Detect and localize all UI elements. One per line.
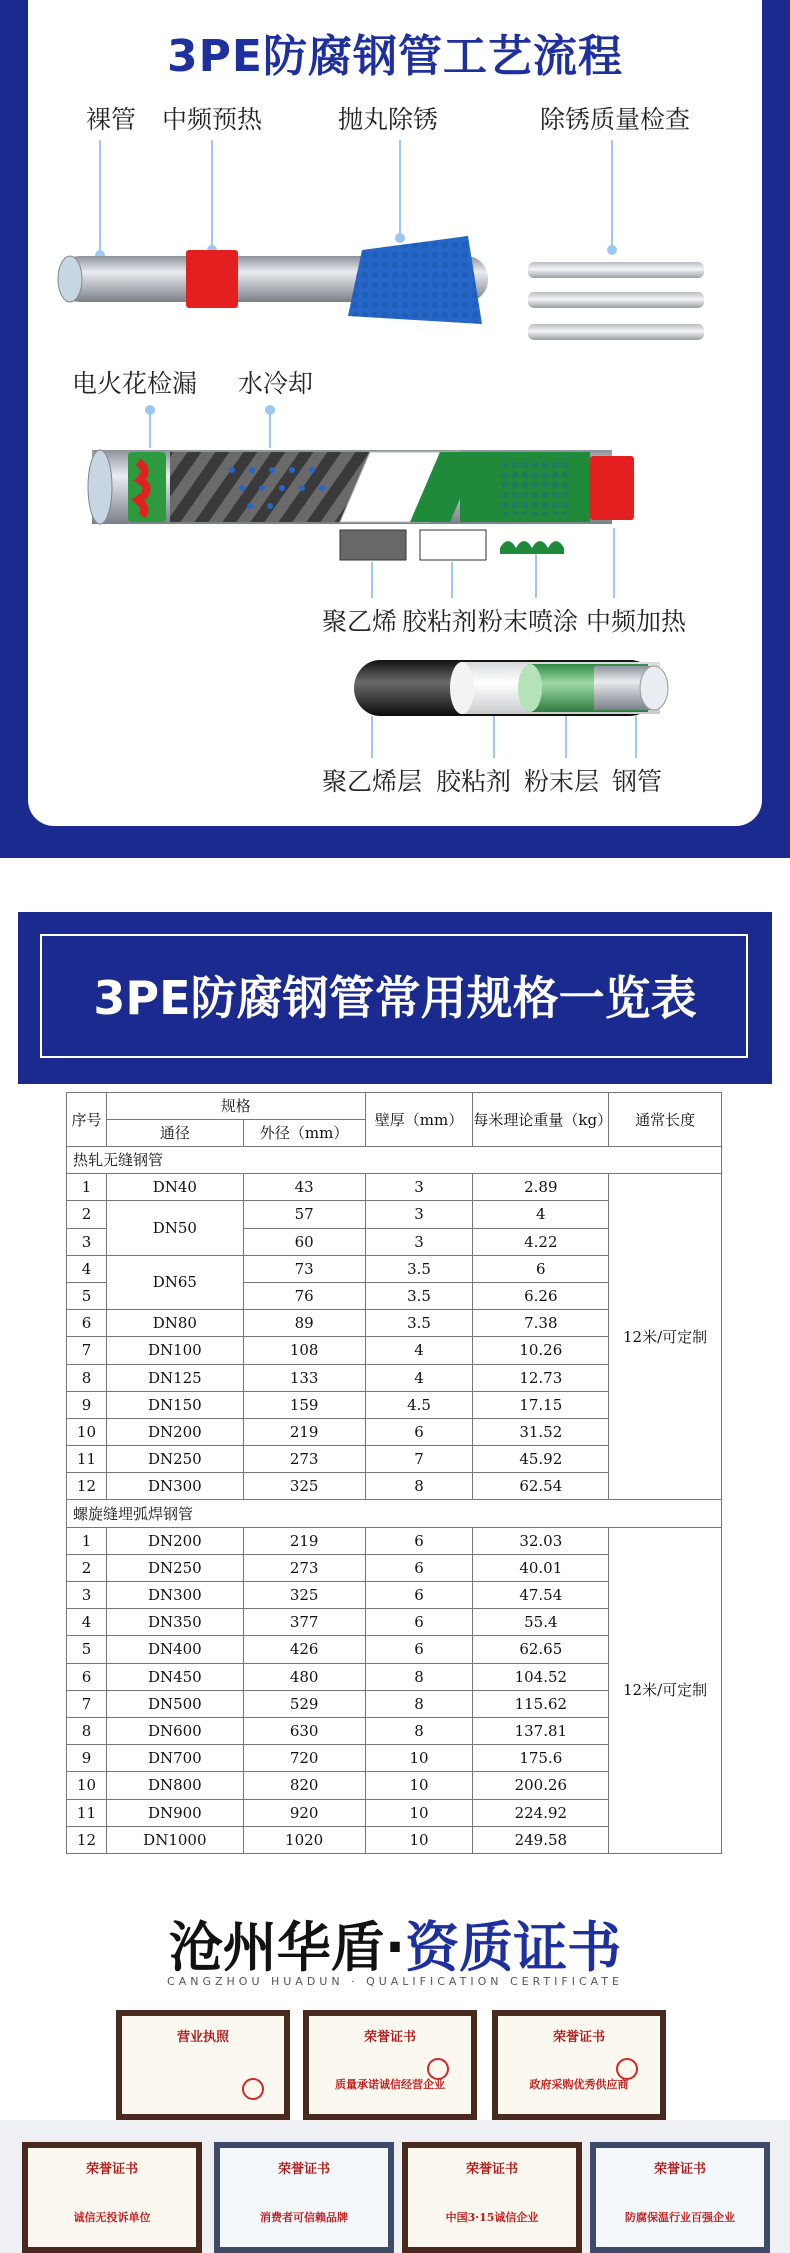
cell-wall: 7 [365,1446,473,1473]
cell-weight: 31.52 [473,1418,609,1445]
cell-seq: 4 [67,1255,107,1282]
layered-pipe-icon [354,660,668,716]
cell-seq: 5 [67,1636,107,1663]
cell-nominal: DN50 [106,1201,243,1255]
cell-od: 480 [243,1663,365,1690]
cell-seq: 3 [67,1228,107,1255]
cell-wall: 6 [365,1609,473,1636]
cell-od: 73 [243,1255,365,1282]
cell-weight: 10.26 [473,1337,609,1364]
cell-od: 57 [243,1201,365,1228]
cert-trusted-brand [214,2142,394,2253]
seal-icon [616,2058,638,2080]
cert-title-text: 荣誉证书 [363,2030,416,2045]
cell-weight: 6 [473,1255,609,1282]
cell-wall: 8 [365,1663,473,1690]
cell-weight: 55.4 [473,1609,609,1636]
preheat-coil-icon [186,250,238,308]
cell-wall: 10 [365,1772,473,1799]
table-row [67,1174,722,1201]
cell-weight: 175.6 [473,1745,609,1772]
cert-slogan: 消费者可信赖品牌 [260,2211,348,2224]
cell-wall: 4.5 [365,1391,473,1418]
cell-od: 720 [243,1745,365,1772]
cell-length: 12米/可定制 [609,1174,722,1500]
cell-od: 89 [243,1310,365,1337]
cell-od: 325 [243,1473,365,1500]
cert-title-company: 沧州华盾 [168,1916,385,1979]
cell-od: 43 [243,1174,365,1201]
group-row [67,1500,722,1527]
coating-line-icon [88,450,634,524]
cell-nominal: DN65 [106,1255,243,1309]
cert-title-dot: · [384,1916,406,1979]
cell-seq: 6 [67,1663,107,1690]
cert-slogan: 防腐保温行业百强企业 [625,2211,735,2224]
cell-nominal: DN250 [106,1446,243,1473]
cell-seq: 11 [67,1799,107,1826]
cert-slogan: 政府采购优秀供应商 [529,2078,629,2091]
cell-od: 76 [243,1282,365,1309]
cell-nominal: DN100 [106,1337,243,1364]
group-title: 热轧无缝钢管 [67,1147,722,1174]
header-length: 通常长度 [609,1093,722,1147]
label-mf-heating: 中频加热 [586,607,687,636]
group-row [67,1147,722,1174]
cert-title-text: 荣誉证书 [277,2162,330,2177]
spec-title: 3PE防腐钢管常用规格一览表 [93,971,697,1025]
cell-seq: 4 [67,1609,107,1636]
cell-od: 630 [243,1717,365,1744]
cell-weight: 62.65 [473,1636,609,1663]
cert-title-highlight: 资质证书 [405,1916,622,1979]
cell-nominal: DN700 [106,1745,243,1772]
cell-weight: 4 [473,1201,609,1228]
label-powder-spray: 粉末喷涂 [478,607,579,636]
header-wall: 壁厚（mm） [365,1093,473,1147]
cert-title-text: 荣誉证书 [552,2030,605,2045]
header-spec: 规格 [106,1093,365,1120]
cert-gov-supplier [492,2010,666,2120]
cell-weight: 7.38 [473,1310,609,1337]
cell-nominal: DN600 [106,1717,243,1744]
cell-nominal: DN80 [106,1310,243,1337]
cell-seq: 6 [67,1310,107,1337]
cell-seq: 12 [67,1473,107,1500]
cell-seq: 7 [67,1337,107,1364]
cell-wall: 10 [365,1745,473,1772]
seal-icon [427,2058,449,2080]
cell-seq: 12 [67,1826,107,1853]
clean-pipes-icon [528,262,704,340]
cell-nominal: DN200 [106,1527,243,1554]
process-title: 3PE防腐钢管工艺流程 [167,31,623,82]
cell-wall: 3 [365,1228,473,1255]
cert-subtitle: CANGZHOU HUADUN · QUALIFICATION CERTIFICATE [167,1975,623,1988]
cell-weight: 62.54 [473,1473,609,1500]
label-mf-preheat: 中频预热 [162,105,263,134]
powder-icon [500,541,564,554]
cell-nominal: DN125 [106,1364,243,1391]
label-adhesive-layer: 胶粘剂 [436,767,512,796]
cell-seq: 5 [67,1282,107,1309]
cert-no-complaint [22,2142,202,2253]
cell-weight: 224.92 [473,1799,609,1826]
cell-od: 219 [243,1418,365,1445]
cell-wall: 8 [365,1690,473,1717]
seal-icon [242,2078,264,2100]
cert-business-license [116,2010,290,2120]
cert-quality-promise [303,2010,477,2120]
cert-slogan: 质量承诺诚信经营企业 [335,2078,445,2091]
cert-slogan: 诚信无投诉单位 [73,2211,151,2224]
cell-seq: 3 [67,1582,107,1609]
cell-weight: 45.92 [473,1446,609,1473]
cell-od: 529 [243,1690,365,1717]
cell-nominal: DN150 [106,1391,243,1418]
cell-seq: 8 [67,1364,107,1391]
pipe-end-icon [58,256,82,302]
cell-nominal: DN40 [106,1174,243,1201]
cell-wall: 6 [365,1636,473,1663]
group-title: 螺旋缝埋弧焊钢管 [67,1500,722,1527]
cell-weight: 104.52 [473,1663,609,1690]
cell-weight: 4.22 [473,1228,609,1255]
cell-seq: 9 [67,1745,107,1772]
cell-weight: 17.15 [473,1391,609,1418]
cell-weight: 40.01 [473,1554,609,1581]
cell-nominal: DN900 [106,1799,243,1826]
cell-nominal: DN500 [106,1690,243,1717]
cell-od: 60 [243,1228,365,1255]
cell-weight: 47.54 [473,1582,609,1609]
cell-wall: 4 [365,1364,473,1391]
header-nominal: 通径 [106,1120,243,1147]
cell-wall: 3 [365,1174,473,1201]
cell-od: 273 [243,1446,365,1473]
cell-od: 159 [243,1391,365,1418]
cell-weight: 249.58 [473,1826,609,1853]
polyethylene-block-icon [340,530,406,560]
cell-od: 133 [243,1364,365,1391]
cell-wall: 3.5 [365,1310,473,1337]
cell-seq: 9 [67,1391,107,1418]
label-rust-check: 除锈质量检查 [540,105,691,134]
cell-seq: 7 [67,1690,107,1717]
cell-weight: 6.26 [473,1282,609,1309]
cell-seq: 10 [67,1418,107,1445]
cell-od: 920 [243,1799,365,1826]
cert-top100 [590,2142,770,2253]
cell-weight: 115.62 [473,1690,609,1717]
cell-wall: 8 [365,1717,473,1744]
cell-nominal: DN350 [106,1609,243,1636]
cell-weight: 12.73 [473,1364,609,1391]
cert-title-text: 荣誉证书 [85,2162,138,2177]
label-shot-blast: 抛丸除锈 [338,105,439,134]
lead-dots-top [95,233,617,260]
label-pe-layer: 聚乙烯层 [322,767,423,796]
cell-seq: 2 [67,1554,107,1581]
cell-wall: 6 [365,1582,473,1609]
label-steel-pipe: 钢管 [612,767,663,796]
table-row [67,1527,722,1554]
lead-dots-middle [145,405,275,415]
cell-wall: 6 [365,1554,473,1581]
header-weight: 每米理论重量（kg） [473,1093,609,1147]
cell-od: 820 [243,1772,365,1799]
cell-wall: 3.5 [365,1255,473,1282]
cell-seq: 10 [67,1772,107,1799]
cell-seq: 2 [67,1201,107,1228]
cell-nominal: DN1000 [106,1826,243,1853]
cert-title-text: 荣誉证书 [653,2162,706,2177]
cell-od: 273 [243,1554,365,1581]
cert-slogan: 中国3·15诚信企业 [445,2211,539,2224]
cell-weight: 2.89 [473,1174,609,1201]
cell-nominal: DN400 [106,1636,243,1663]
cell-od: 108 [243,1337,365,1364]
cell-nominal: DN800 [106,1772,243,1799]
label-polyethylene: 聚乙烯 [322,607,398,636]
cell-wall: 6 [365,1418,473,1445]
header-seq: 序号 [67,1093,107,1147]
cell-wall: 4 [365,1337,473,1364]
cell-nominal: DN250 [106,1554,243,1581]
cell-nominal: DN300 [106,1473,243,1500]
cert-title [0,1905,790,1982]
cell-od: 377 [243,1609,365,1636]
cell-wall: 3.5 [365,1282,473,1309]
cell-nominal: DN200 [106,1418,243,1445]
cell-wall: 10 [365,1826,473,1853]
cell-length: 12米/可定制 [609,1527,722,1853]
cell-od: 1020 [243,1826,365,1853]
cell-wall: 10 [365,1799,473,1826]
cell-weight: 32.03 [473,1527,609,1554]
cell-weight: 200.26 [473,1772,609,1799]
label-water-cool: 水冷却 [238,369,314,398]
header-od: 外径（mm） [243,1120,365,1147]
cell-weight: 137.81 [473,1717,609,1744]
label-bare-pipe: 裸管 [86,105,137,134]
cell-seq: 8 [67,1717,107,1744]
lead-lines-bottom [372,716,636,758]
cert-315-integrity [402,2142,582,2253]
cert-title-text: 荣誉证书 [465,2162,518,2177]
cell-nominal: DN450 [106,1663,243,1690]
cell-seq: 1 [67,1174,107,1201]
cell-seq: 11 [67,1446,107,1473]
adhesive-block-icon [420,530,486,560]
cell-wall: 6 [365,1527,473,1554]
label-adhesive: 胶粘剂 [402,607,478,636]
cert-title-text: 营业执照 [176,2030,229,2045]
label-powder-layer: 粉末层 [524,767,600,796]
cell-nominal: DN300 [106,1582,243,1609]
cell-od: 426 [243,1636,365,1663]
cell-od: 219 [243,1527,365,1554]
cell-od: 325 [243,1582,365,1609]
cell-wall: 3 [365,1201,473,1228]
spec-table [66,1092,722,1854]
label-spark-test: 电火花检漏 [72,369,198,398]
process-diagram [0,0,790,858]
cell-wall: 8 [365,1473,473,1500]
cell-seq: 1 [67,1527,107,1554]
lead-lines-top [100,140,612,255]
